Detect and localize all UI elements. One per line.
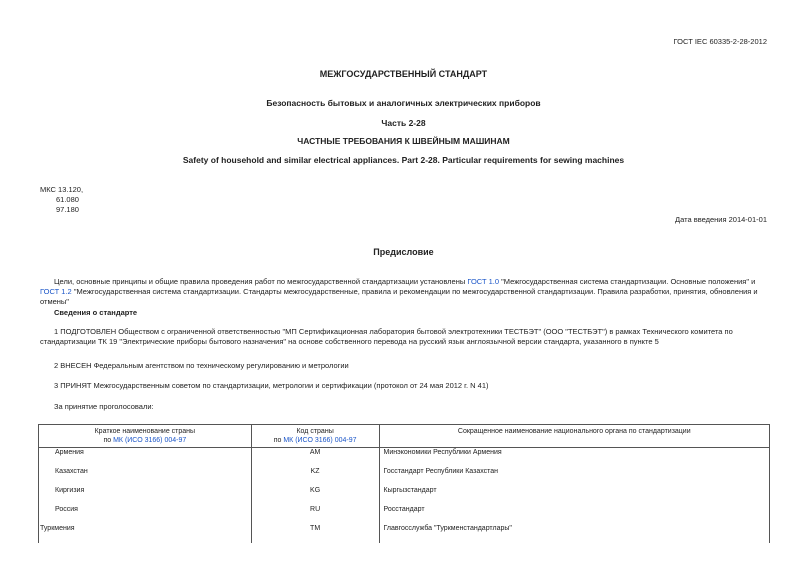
country-name: Казахстан: [39, 467, 252, 486]
info-heading: Сведения о стандарте: [54, 308, 138, 317]
mks-classification: [40, 185, 83, 215]
table-row: [39, 524, 770, 543]
standards-body: Главгосслужба "Туркменстандартлары": [379, 524, 769, 543]
standard-type-title: МЕЖГОСУДАРСТВЕННЫЙ СТАНДАРТ: [319, 69, 488, 79]
standard-name-en: Safety of household and similar electrical appliances. Part 2-28. Particular requirements for sewing machines: [182, 155, 625, 165]
country-code: RU: [251, 505, 379, 524]
info-item-1: 1 ПОДГОТОВЛЕН Обществом с ограниченной ответственностью "МП Сертификационная лаборатория бытовой электротехники ТЕСТБЭТ" (ООО "ТЕСТБЭТ") в рамках Технического комитета по стандартизации ТК 19 "Электрические приборы бытового назначения" на основе собственного перевода на русский язык англоязычной версии стандарта, указанного в пункте 5: [40, 327, 733, 347]
mks-line-2: 61.080: [56, 195, 79, 205]
table-row: [39, 467, 770, 486]
standard-requirements: ЧАСТНЫЕ ТРЕБОВАНИЯ К ШВЕЙНЫМ МАШИНАМ: [297, 136, 510, 146]
header-text: по: [103, 437, 114, 445]
preface-paragraph-1: [40, 277, 770, 307]
standards-body: Росстандарт: [379, 505, 769, 524]
header-text: Код страны: [296, 428, 334, 435]
header-text: Краткое наименование страны: [94, 428, 196, 435]
mk-iso-link[interactable]: МК (ИСО 3166) 004-97: [113, 437, 187, 445]
paragraph-text: Цели, основные принципы и общие правила проведения работ по межгосударственной стандартизации установлены: [54, 277, 468, 286]
standard-name-ru: Безопасность бытовых и аналогичных электрических приборов: [266, 98, 541, 108]
table-header-row: [39, 425, 770, 448]
country-code: KZ: [251, 467, 379, 486]
standards-body: Кыргызстандарт: [379, 486, 769, 505]
country-name: Киргизия: [39, 486, 252, 505]
info-item-2: 2 ВНЕСЕН Федеральным агентством по техническому регулированию и метрологии: [54, 361, 349, 370]
document-code: ГОСТ IEC 60335-2-28-2012: [673, 37, 767, 46]
country-code: KG: [251, 486, 379, 505]
info-item-3: 3 ПРИНЯТ Межгосударственным советом по стандартизации, метрологии и сертификации (протокол от 24 мая 2012 г. N 41): [54, 381, 489, 390]
table-row: [39, 505, 770, 524]
gost-1-2-link[interactable]: ГОСТ 1.2: [40, 287, 72, 297]
country-name: Россия: [39, 505, 252, 524]
paragraph-text: "Межгосударственная система стандартизации. Основные положения" и: [499, 277, 756, 286]
preface-heading: Предисловие: [373, 247, 434, 257]
table-row: [39, 486, 770, 505]
header-text: по: [273, 437, 284, 445]
standard-part: Часть 2-28: [381, 118, 426, 128]
header-standards-body: Сокращенное наименование национального органа по стандартизации: [379, 425, 769, 448]
country-name: Армения: [39, 448, 252, 467]
header-country-code: [251, 425, 379, 448]
country-code: TM: [251, 524, 379, 543]
mk-iso-link[interactable]: МК (ИСО 3166) 004-97: [283, 437, 357, 445]
mks-line-1: МКС 13.120,: [40, 185, 84, 194]
voted-label: За принятие проголосовали:: [54, 402, 154, 411]
voting-countries-table: [38, 424, 770, 543]
standards-body: Госстандарт Республики Казахстан: [379, 467, 769, 486]
country-code: AM: [251, 448, 379, 467]
header-country-name: [39, 425, 252, 448]
paragraph-text: "Межгосударственная система стандартизации. Стандарты межгосударственные, правила и рекомендации по межгосударственной стандартизации. Правила разработки, принятия, обновления и отмены": [40, 287, 758, 307]
mks-line-3: 97.180: [56, 205, 79, 215]
gost-1-0-link[interactable]: ГОСТ 1.0: [467, 277, 500, 286]
intro-date: Дата введения 2014-01-01: [675, 215, 767, 224]
standards-body: Минэкономики Республики Армения: [379, 448, 769, 467]
country-name: Туркмения: [39, 524, 252, 543]
table-row: [39, 448, 770, 467]
